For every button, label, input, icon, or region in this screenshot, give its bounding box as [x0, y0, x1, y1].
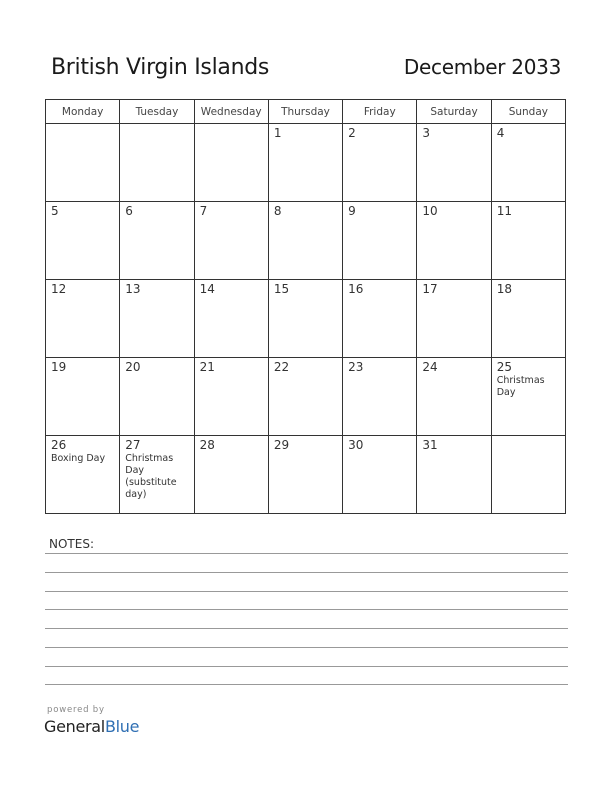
- day-number: 6: [125, 204, 133, 218]
- day-cell: [417, 124, 491, 202]
- day-number: 7: [199, 204, 208, 218]
- calendar-month-title: December 2033: [403, 55, 561, 79]
- weekday-header: Wednesday: [194, 100, 268, 124]
- day-cell: [268, 280, 342, 358]
- day-number: 29: [273, 438, 290, 452]
- day-cell: [120, 436, 194, 514]
- holiday-label: Christmas Day (substitute day): [125, 453, 177, 500]
- day-number: [46, 124, 119, 126]
- day-cell: [268, 202, 342, 280]
- day-cell: [120, 202, 194, 280]
- day-number: 10: [422, 204, 438, 218]
- weekday-header: Saturday: [417, 100, 491, 124]
- day-number: 4: [496, 126, 505, 140]
- day-number: 31: [422, 438, 438, 452]
- brand-general-text: General: [44, 717, 105, 736]
- day-cell: [343, 358, 417, 436]
- day-cell: [194, 436, 268, 514]
- day-cell: [343, 436, 417, 514]
- holiday-label: Boxing Day: [51, 453, 106, 464]
- weekday-header: Monday: [46, 100, 120, 124]
- day-number: 28: [199, 438, 215, 452]
- day-cell: [194, 124, 268, 202]
- day-cell: [268, 358, 342, 436]
- day-number: 26: [51, 438, 67, 452]
- day-cell: [491, 124, 565, 202]
- day-number: 30: [348, 438, 364, 452]
- weekday-header: Friday: [343, 100, 417, 124]
- day-cell: [46, 280, 120, 358]
- day-number: 5: [51, 204, 59, 218]
- day-cell: [491, 358, 565, 436]
- weekday-header: Sunday: [491, 100, 565, 124]
- day-cell: [268, 124, 342, 202]
- day-cell: [343, 124, 417, 202]
- notes-line: [45, 572, 568, 573]
- day-number: 21: [199, 360, 215, 374]
- day-number: 23: [348, 360, 364, 374]
- day-cell: [194, 280, 268, 358]
- day-cell: [491, 280, 565, 358]
- day-number: 19: [51, 360, 67, 374]
- day-cell: [46, 124, 120, 202]
- weekday-header: Thursday: [268, 100, 342, 124]
- week-row: [46, 358, 566, 436]
- notes-line: [45, 609, 568, 610]
- day-number: 8: [273, 204, 282, 218]
- day-number: [195, 124, 268, 126]
- day-number: 11: [496, 204, 512, 218]
- day-cell: [46, 436, 120, 514]
- day-number: 20: [125, 360, 141, 374]
- day-number: 25: [496, 360, 512, 374]
- calendar-country-title: British Virgin Islands: [51, 55, 270, 80]
- day-cell: [120, 358, 194, 436]
- day-number: 27: [125, 438, 141, 452]
- weekday-header-row: [46, 100, 566, 124]
- day-cell: [120, 124, 194, 202]
- notes-line: [45, 591, 568, 592]
- day-cell: [343, 280, 417, 358]
- notes-line: [45, 666, 568, 667]
- day-cell: [417, 358, 491, 436]
- day-number: [120, 124, 193, 126]
- day-number: 9: [348, 204, 356, 218]
- notes-line: [45, 628, 568, 629]
- day-cell: [417, 436, 491, 514]
- day-cell: [46, 202, 120, 280]
- notes-line: [45, 553, 568, 554]
- notes-label: NOTES:: [49, 537, 94, 551]
- day-number: 12: [51, 282, 67, 296]
- calendar-grid: [45, 99, 566, 514]
- day-cell: [194, 202, 268, 280]
- day-number: 3: [422, 126, 431, 140]
- day-cell: [343, 202, 417, 280]
- day-cell: [417, 280, 491, 358]
- week-row: [46, 436, 566, 514]
- day-cell: [491, 436, 565, 514]
- day-number: 17: [422, 282, 438, 296]
- weekday-header: Tuesday: [120, 100, 194, 124]
- week-row: [46, 202, 566, 280]
- day-cell: [417, 202, 491, 280]
- day-number: 22: [273, 360, 290, 374]
- brand-blue-text: Blue: [104, 717, 140, 736]
- day-number: 1: [273, 126, 282, 140]
- week-row: [46, 280, 566, 358]
- week-row: [46, 124, 566, 202]
- day-cell: [268, 436, 342, 514]
- day-number: 16: [348, 282, 364, 296]
- holiday-label: Christmas Day: [496, 375, 545, 398]
- day-number: 2: [348, 126, 356, 140]
- day-cell: [491, 202, 565, 280]
- day-number: 24: [422, 360, 438, 374]
- day-number: 18: [496, 282, 512, 296]
- day-number: [492, 436, 565, 438]
- notes-line: [45, 684, 568, 685]
- notes-line: [45, 647, 568, 648]
- day-cell: [194, 358, 268, 436]
- day-cell: [120, 280, 194, 358]
- day-cell: [46, 358, 120, 436]
- day-number: 15: [273, 282, 290, 296]
- powered-by-text: powered by: [47, 705, 105, 715]
- day-number: 14: [199, 282, 215, 296]
- day-number: 13: [125, 282, 141, 296]
- brand-logo[interactable]: [44, 717, 139, 736]
